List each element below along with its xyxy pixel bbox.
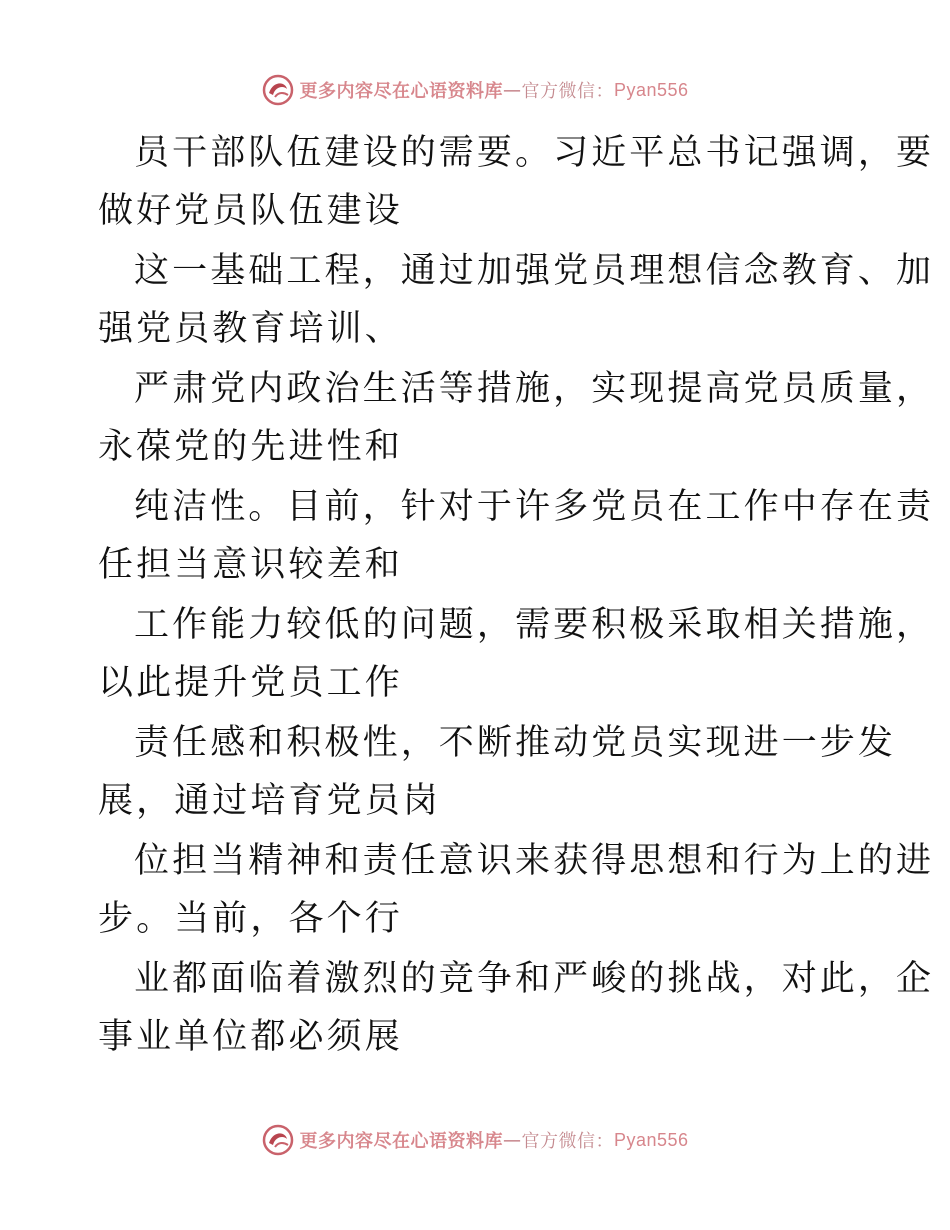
watermark-wechat-label: 官方微信：: [521, 1131, 614, 1152]
paragraph-line: 以此提升党员工作: [98, 663, 403, 703]
paragraph-line: 这一基础工程，通过加强党员理想信念教育、加: [134, 251, 935, 291]
paragraph: [98, 714, 897, 830]
footer-watermark: [0, 1120, 950, 1160]
paragraph: [98, 950, 935, 1066]
paragraph: [98, 478, 935, 594]
paragraph-line: 责任感和积极性，不断推动党员实现进一步发: [134, 723, 897, 763]
document-body: [98, 124, 935, 1068]
paragraph: [98, 596, 935, 712]
swirl-logo-icon: [261, 73, 295, 107]
watermark-dash: —: [502, 1129, 522, 1151]
paragraph-line: 严肃党内政治生活等措施，实现提高党员质量，: [134, 369, 935, 409]
paragraph-line: 位担当精神和责任意识来获得思想和行为上的进: [134, 841, 935, 881]
paragraph-line: 强党员教育培训、: [98, 309, 403, 349]
paragraph-line: 任担当意识较差和: [98, 545, 403, 585]
paragraph: [98, 832, 935, 948]
paragraph-line: 员干部队伍建设的需要。习近平总书记强调，要: [134, 133, 935, 173]
watermark-wechat-id: Pyan556: [613, 1129, 689, 1150]
swirl-logo-icon: [261, 1123, 295, 1157]
paragraph-line: 工作能力较低的问题，需要积极采取相关措施，: [134, 605, 935, 645]
paragraph-line: 纯洁性。目前，针对于许多党员在工作中存在责: [134, 487, 935, 527]
watermark-brand-text: 更多内容尽在心语资料库: [299, 1131, 503, 1152]
paragraph-line: 业都面临着激烈的竞争和严峻的挑战，对此，企: [134, 959, 935, 999]
paragraph-line: 做好党员队伍建设: [98, 191, 403, 231]
watermark-wechat-id: Pyan556: [613, 79, 689, 100]
paragraph-line: 事业单位都必须展: [98, 1017, 403, 1057]
paragraph: [98, 360, 935, 476]
paragraph-line: 步。当前，各个行: [98, 899, 403, 939]
watermark-brand-text: 更多内容尽在心语资料库: [299, 81, 503, 102]
header-watermark: [0, 70, 950, 110]
paragraph: [98, 124, 935, 240]
watermark-dash: —: [502, 79, 522, 101]
paragraph-line: 展，通过培育党员岗: [98, 781, 441, 821]
paragraph-line: 永葆党的先进性和: [98, 427, 403, 467]
paragraph: [98, 242, 935, 358]
watermark-wechat-label: 官方微信：: [521, 81, 614, 102]
